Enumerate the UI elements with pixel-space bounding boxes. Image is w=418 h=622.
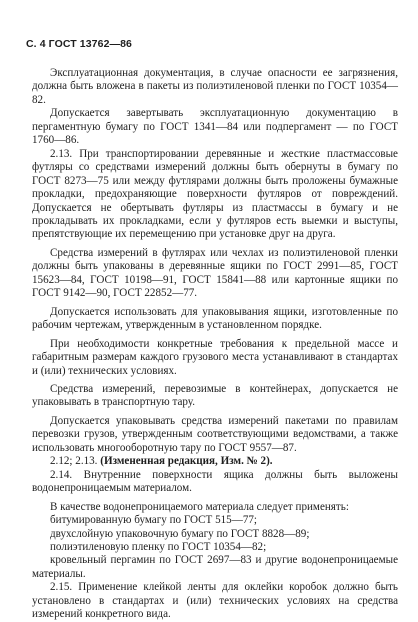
paragraph-drawings: Допускается использовать для упаковывания ящики, изготовленные по рабочим чертежам, утвержденным в установленном порядке. bbox=[32, 305, 398, 332]
paragraph-2-13: 2.13. При транспортировании деревянные и жесткие пластмассовые футляры со средствами измерений должны быть обернуты в бумагу по ГОСТ 8273—75 или между футлярами должны быть проложены бумажные прокладки, предохраняющие поверхности футляров от повреждений. Допускается не обертывать футляры из пластмассы в бумагу и не прокладывать их прокладками, если у футляров есть выемки и выступы, препятствующие их перемещению при установке друг на друга. bbox=[32, 147, 398, 241]
amendment-prefix: 2.12; 2.13. bbox=[50, 455, 98, 468]
paragraph-bundles: Допускается упаковывать средства измерений пакетами по правилам перевозки грузов, утвержденным соответствующими ведомствами, а также использовать многооборотную тару по ГОСТ 9557—87. bbox=[32, 414, 398, 454]
list-item: кровельный пергамин по ГОСТ 2697—83 и другие водонепроницаемые материалы. bbox=[32, 554, 398, 580]
page-header: С. 4 ГОСТ 13762—86 bbox=[26, 38, 132, 50]
paragraph-2-15: 2.15. Применение клейкой ленты для оклейки коробок должно быть установлено в стандартах и (или) технических условиях на средства измерений конкретного вида. bbox=[32, 581, 398, 621]
list-item: полиэтиленовую пленку по ГОСТ 10354—82; bbox=[50, 540, 267, 553]
paragraph-containers: Средства измерений, перевозимые в контейнерах, допускается не упаковывать в транспортную тару. bbox=[32, 382, 398, 409]
amendment-note: (Измененная редакция, Изм. № 2). bbox=[100, 455, 273, 468]
paragraph-materials-intro: В качестве водонепроницаемого материала следует применять: bbox=[50, 500, 349, 513]
document-body bbox=[32, 67, 398, 622]
paragraph-parchment: Допускается завертывать эксплуатационную документацию в пергаментную бумагу по ГОСТ 1341—84 или подпергамент — по ГОСТ 1760—86. bbox=[32, 107, 398, 147]
list-item: битумированную бумагу по ГОСТ 515—77; bbox=[50, 514, 257, 527]
paragraph-documentation-packaging: Эксплуатационная документация, в случае опасности ее загрязнения, должна быть вложена в пакеты из полиэтиленовой пленки по ГОСТ 10354—82. bbox=[32, 67, 398, 106]
list-item: двухслойную упаковочную бумагу по ГОСТ 8828—89; bbox=[50, 527, 310, 540]
paragraph-2-14: 2.14. Внутренние поверхности ящика должны быть выложены водонепроницаемым материалом. bbox=[32, 468, 398, 495]
paragraph-mass-limits: При необходимости конкретные требования к предельной массе и габаритным размерам каждого грузового места устанавливают в стандартах и (или) технических условиях. bbox=[32, 337, 398, 377]
paragraph-amendment bbox=[32, 455, 398, 468]
paragraph-boxes: Средства измерений в футлярах или чехлах из полиэтиленовой пленки должны быть упакованы в деревянные ящики по ГОСТ 2991—85, ГОСТ 15623—84, ГОСТ 10198—91, ГОСТ 15841—88 или картонные ящики по ГОСТ 9142—90, ГОСТ 22852—77. bbox=[32, 246, 398, 300]
